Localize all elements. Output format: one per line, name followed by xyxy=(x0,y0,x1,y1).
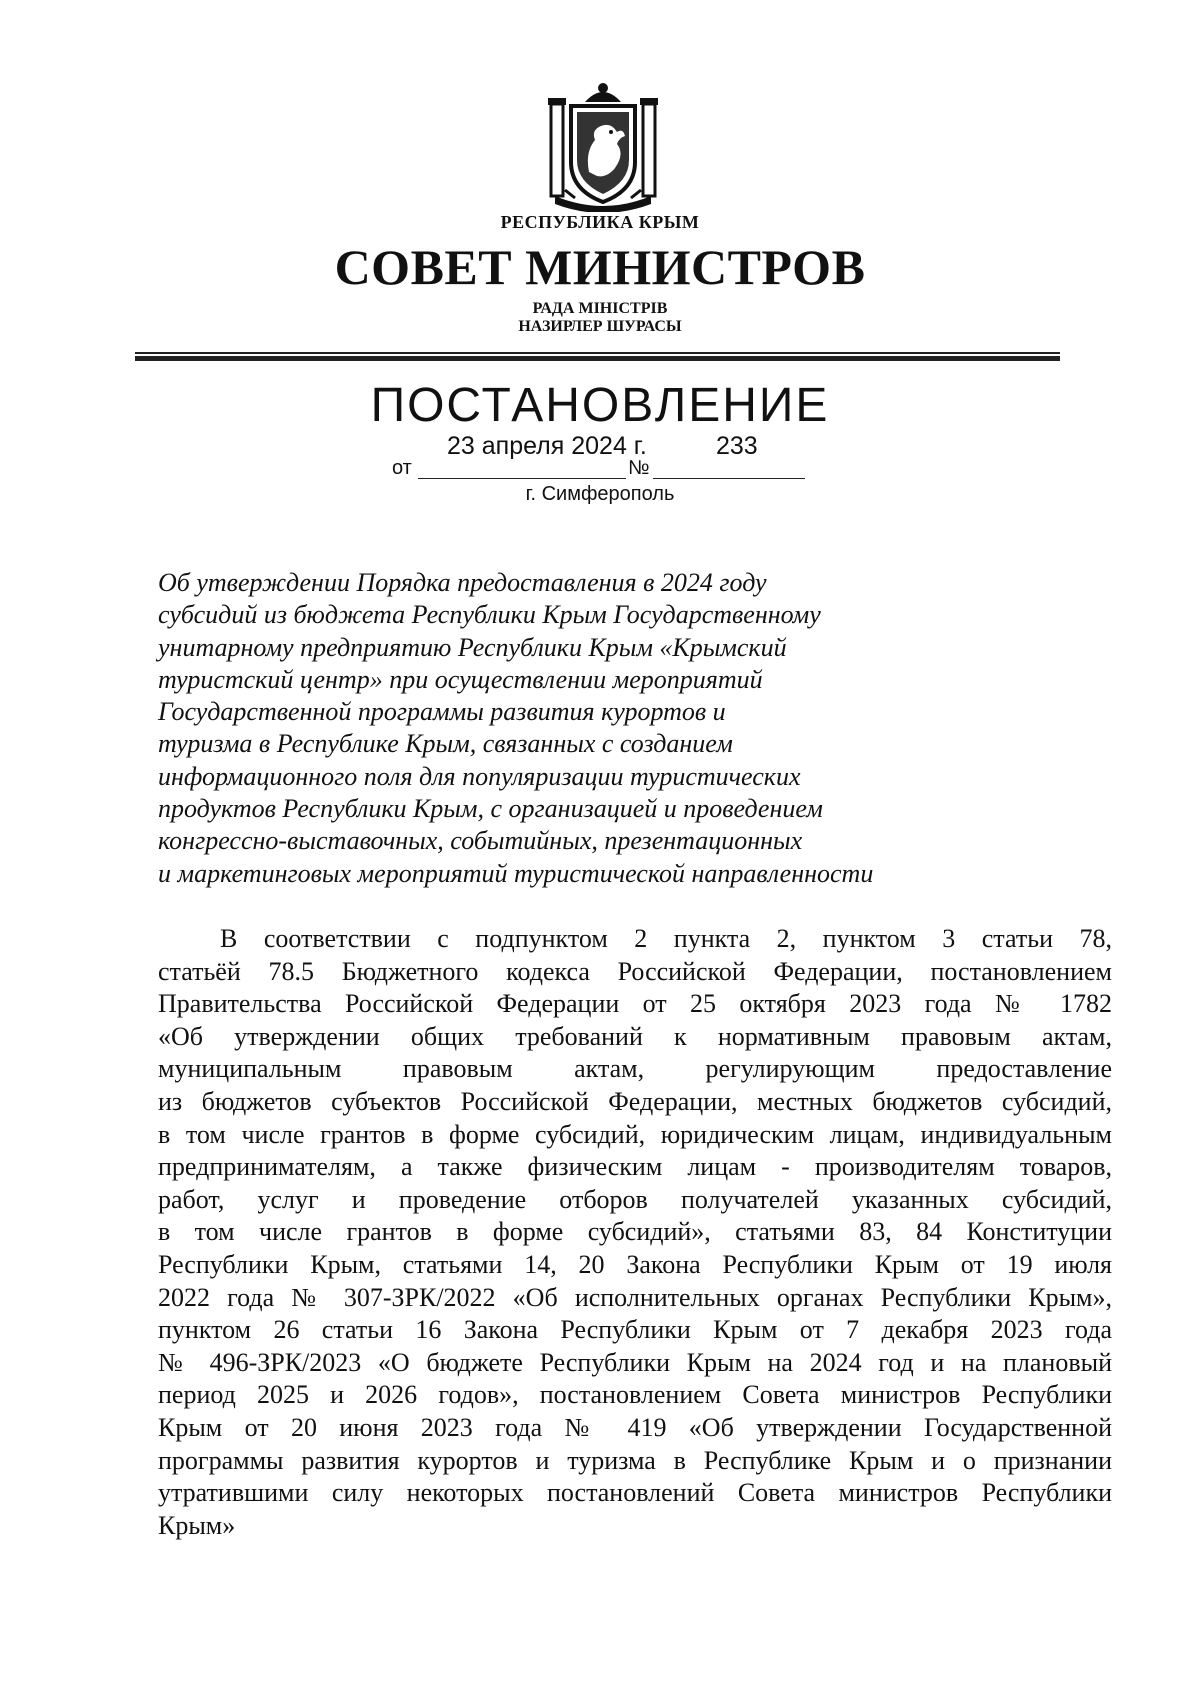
body-line: 2022 года № 307-ЗРК/2022 «Об исполнительных органах Республики Крым», xyxy=(158,1282,1112,1312)
subject-line: субсидий из бюджета Республики Крым Государственному xyxy=(158,600,821,630)
decree-body xyxy=(158,923,1112,1542)
body-line: Крым» xyxy=(158,1510,236,1540)
rada-label: РАДА МІНІСТРІВ xyxy=(532,300,668,317)
subject-line: и маркетинговых мероприятий туристической направленности xyxy=(158,858,874,888)
body-line: в том числе грантов в форме субсидий, юридическим лицам, индивидуальным xyxy=(158,1119,1112,1149)
body-line: «Об утверждении общих требований к нормативным правовым актам, xyxy=(158,1021,1112,1051)
subject-line: унитарному предприятию Республики Крым «Крымский xyxy=(158,632,787,662)
nazirler-label: НАЗИРЛЕР ШУРАСЫ xyxy=(518,318,682,335)
header-divider-thick xyxy=(135,356,1060,361)
body-line: в том числе грантов в форме субсидий», статьями 83, 84 Конституции xyxy=(158,1217,1112,1247)
header-divider-thin xyxy=(135,352,1060,354)
subject-line: конгрессно-выставочных, событийных, презентационных xyxy=(158,826,803,856)
subject-line: информационного поля для популяризации туристических xyxy=(158,761,801,791)
body-line: предпринимателям, а также физическим лицам - производителям товаров, xyxy=(158,1152,1112,1182)
from-label: от xyxy=(392,457,412,479)
decree-date: 23 апреля 2024 г. xyxy=(447,432,647,460)
subject-line: туризма в Республике Крым, связанных с созданием xyxy=(158,729,733,759)
body-line: Правительства Российской Федерации от 25 октября 2023 года № 1782 xyxy=(158,989,1112,1019)
body-line: Крым от 20 июня 2023 года № 419 «Об утверждении Государственной xyxy=(158,1412,1112,1442)
body-line: пунктом 26 статьи 16 Закона Республики Крым от 7 декабря 2023 года xyxy=(158,1315,1112,1345)
council-translations xyxy=(0,300,1200,336)
body-line: из бюджетов субъектов Российской Федерации, местных бюджетов субсидий, xyxy=(158,1086,1112,1116)
body-line: муниципальным правовым актам, регулирующим предоставление xyxy=(158,1054,1112,1084)
decree-number: 233 xyxy=(716,432,758,460)
body-line: утратившими силу некоторых постановлений Совета министров Республики xyxy=(158,1478,1112,1508)
decree-title: ПОСТАНОВЛЕНИЕ xyxy=(370,379,830,432)
subject-line: продуктов Республики Крым, с организацией и проведением xyxy=(158,794,823,824)
body-line: В соответствии с подпунктом 2 пункта 2, пунктом 3 статьи 78, xyxy=(220,924,1112,953)
body-line: программы развития курортов и туризма в Республике Крым и о признании xyxy=(158,1445,1112,1475)
date-underline xyxy=(418,478,626,479)
body-line: статьёй 78.5 Бюджетного кодекса Российской Федерации, постановлением xyxy=(158,956,1112,986)
decree-city: г. Симферополь xyxy=(525,483,675,505)
body-line: № 496-ЗРК/2023 «О бюджете Республики Крым на 2024 год и на плановый xyxy=(158,1347,1112,1377)
number-underline xyxy=(653,478,805,479)
subject-line: туристский центр» при осуществлении мероприятий xyxy=(158,664,763,694)
subject-line: Об утверждении Порядка предоставления в 2024 году xyxy=(158,568,767,597)
body-line: период 2025 и 2026 годов», постановлением Совета министров Республики xyxy=(158,1380,1112,1410)
subject-line: Государственной программы развития курортов и xyxy=(158,697,726,727)
republic-name: РЕСПУБЛИКА КРЫМ xyxy=(500,212,700,232)
decree-subject xyxy=(158,567,1038,890)
body-line: Республики Крым, статьями 14, 20 Закона Республики Крым от 19 июля xyxy=(158,1249,1112,1279)
crimea-coat-of-arms-icon xyxy=(545,82,661,212)
number-label: № xyxy=(628,457,650,479)
council-title: СОВЕТ МИНИСТРОВ xyxy=(334,239,866,295)
body-line: работ, услуг и проведение отборов получателей указанных субсидий, xyxy=(158,1184,1112,1214)
